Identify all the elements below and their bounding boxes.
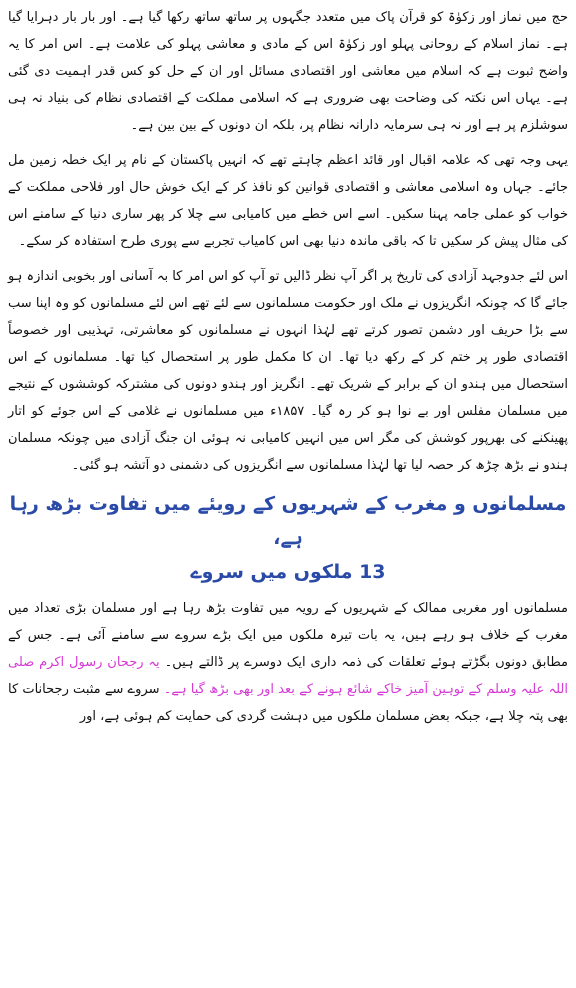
paragraph-survey xyxy=(8,595,568,730)
paragraph-independence-history: اس لئے جدوجہد آزادی کی تاریخ پر اگر آپ نظر ڈالیں تو آپ کو اس امر کا بہ آسانی اور بخوبی اندازہ ہو جائے گا کہ چونکہ انگریزوں نے ملک اور حکومت مسلمانوں سے لئے تھے اس لئے مسلمانوں کو وہ اپنا سب سے بڑا حریف اور دشمن تصور کرتے تھے لہٰذا انہوں نے مسلمانوں کو معاشرتی، تہذیبی اور خصوصاً اقتصادی طور پر ختم کر کے رکھ دیا تھا۔ ان کا مکمل طور پر استحصال کیا تھا۔ مسلمانوں کے اس استحصال میں ہندو ان کے برابر کے شریک تھے۔ انگریز اور ہندو دونوں کی مشترکہ کوششوں کے نتیجے میں مسلمان مفلس اور بے نوا ہو کر رہ گیا۔ ۱۸۵۷ء میں مسلمانوں نے غلامی کے اس جوئے کو اتار پھینکنے کی بھرپور کوشش کی مگر اس میں انہیں کامیابی نہ ہوئی ان جنگ آزادی میں چونکہ مسلمان ہندو نے بڑھ چڑھ کر حصہ لیا تھا لہٰذا مسلمانوں سے انگریزوں کی دشمنی دو آتشہ ہو گئی۔ xyxy=(8,269,569,473)
paragraph-zakat-economy: حج میں نماز اور زکوٰۃ کو قرآن پاک میں متعدد جگہوں پر ساتھ ساتھ رکھا گیا ہے۔ اور بار بار دہرایا گیا ہے۔ نماز اسلام کے روحانی پہلو اور زکوٰۃ اس کے مادی و معاشی پہلو کی علامت ہے۔ اس امر کا یہ واضح ثبوت ہے کہ اسلام میں معاشی اور اقتصادی مسائل اور ان کے حل کو کس قدر اہمیت دی گئی ہے۔ یہاں اس نکتہ کی وضاحت بھی ضروری ہے کہ اسلامی مملکت کے اقتصادی نظام کی بنیاد نہ ہی سوشلزم پر ہے اور نہ ہی سرمایہ دارانہ نظام پر، بلکہ ان دونوں کے بین بین ہے۔ xyxy=(8,10,568,133)
headline-line-1: مسلمانوں و مغرب کے شہریوں کے رویئے میں تفاوت بڑھ رہا ہے، xyxy=(9,493,567,549)
survey-text-end: سروے سے مثبت رجحانات کا بھی پتہ چلا ہے، جبکہ بعض مسلمان ملکوں میں دہشت گردی کی حمایت کم ہوئی ہے، اور xyxy=(8,682,568,724)
headline-line-2: 13 ملکوں میں سروے xyxy=(190,561,386,583)
paragraph-iqbal-jinnah: یہی وجہ تھی کہ علامہ اقبال اور قائد اعظم چاہتے تھے کہ انہیں پاکستان کے نام پر ایک خطہ زمین مل جائے۔ جہاں وہ اسلامی معاشی و اقتصادی قوانین کو نافذ کر کے ایک خوش حال اور فلاحی مملکت کے خواب کو عملی جامہ پہنا سکیں۔ اسے اس خطے میں کامیابی سے چلا کر پھر ساری دنیا کے سامنے اس کی مثال پیش کر سکیں تا کہ باقی ماندہ دنیا بھی اس کامیاب تجربے سے پوری طرح استفادہ کر سکے۔ xyxy=(8,153,568,249)
survey-text-start: مسلمانوں اور مغربی ممالک کے شہریوں کے رویہ میں تفاوت بڑھ رہا ہے اور مسلمان بڑی تعداد میں مغرب کے خلاف ہو رہے ہیں، یہ بات تیرہ ملکوں میں ایک بڑے سروے سے سامنے آئی ہے۔ جس کے مطابق دونوں بگڑتے ہوئے تعلقات کی ذمہ داری ایک دوسرے پر ڈالتے ہیں۔ xyxy=(8,601,568,670)
survey-headline xyxy=(8,487,568,589)
survey-highlighted-text: یہ رجحان رسول اکرم صلی اللہ علیہ وسلم کے توہین آمیز خاکے شائع ہونے کے بعد اور بھی بڑھ گیا ہے۔ xyxy=(8,655,568,697)
